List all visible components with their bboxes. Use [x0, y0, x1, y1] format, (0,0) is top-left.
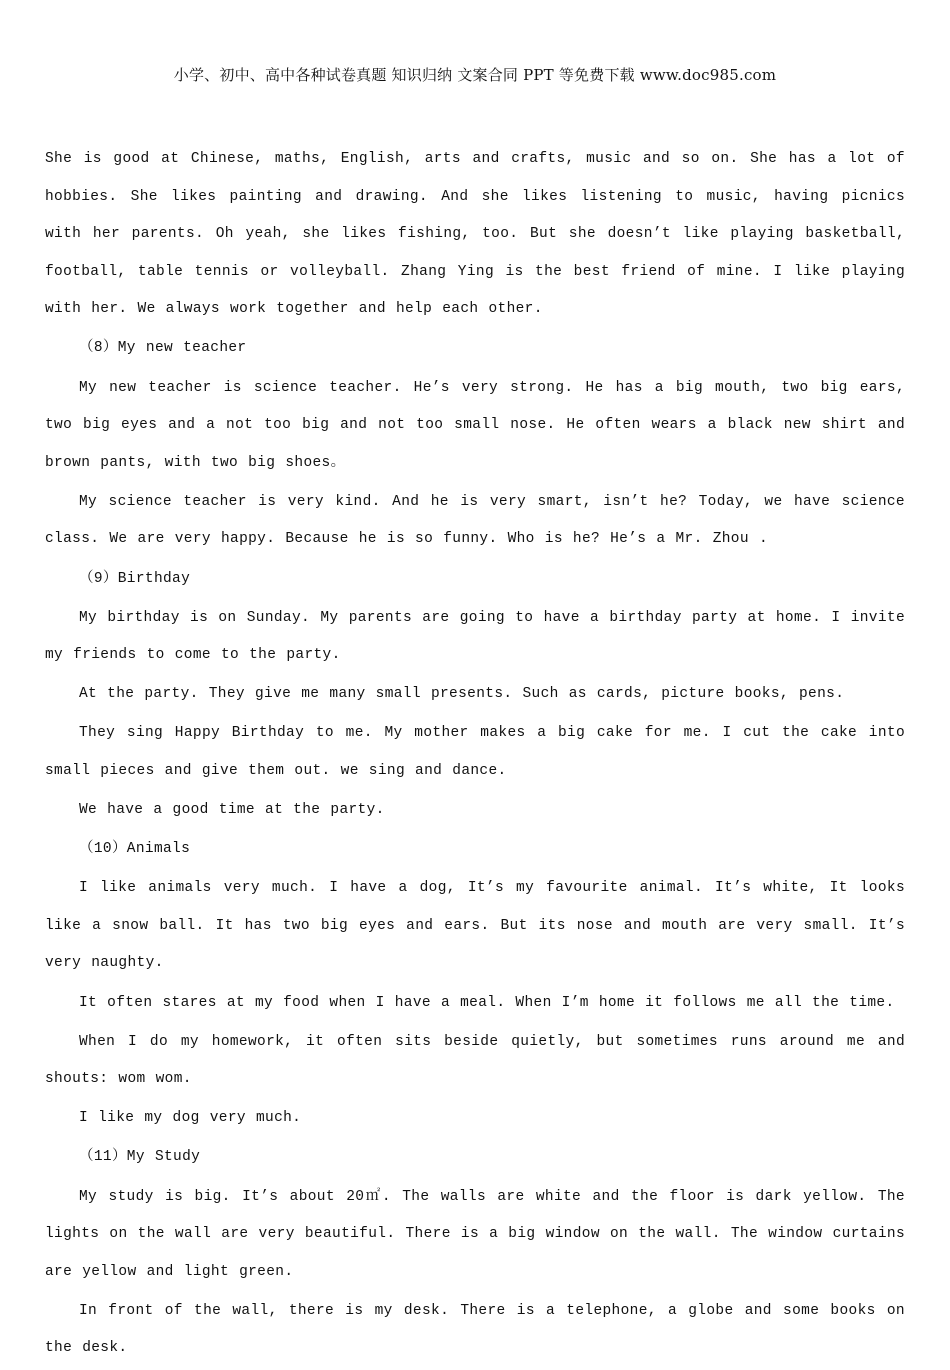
section-heading-birthday: （9）Birthday [79, 570, 191, 587]
paragraph-zhang-ying-hobbies: She is good at Chinese, maths, English, arts and crafts, music and so on. She has a lot of hobbies. She likes painting and drawing. And she likes listening to music, having picnics with her parents. Oh yeah, she likes fishing, too. But she doesn’t like playing basketball, football, table tennis or volleyball. Zhang Ying is the best friend of mine. I like playing with her. We always work together and help each other. [45, 151, 905, 318]
paragraph-study-desk: In front of the wall, there is my desk. There is a telephone, a globe and some books on the desk. [45, 1302, 905, 1357]
document-body [45, 141, 905, 1370]
section-heading-my-new-teacher: （8）My new teacher [79, 340, 247, 357]
paragraph-teacher-kind: My science teacher is very kind. And he is very smart, isn’t he? Today, we have science class. We are very happy. Because he is so funny. Who is he? He’s a Mr. Zhou . [45, 493, 905, 548]
paragraph-birthday-good-time: We have a good time at the party. [79, 802, 385, 819]
page-header: 小学、初中、高中各种试卷真题 知识归纳 文案合同 PPT 等免费下载 www.doc985.com [173, 66, 777, 84]
paragraph-birthday-cake: They sing Happy Birthday to me. My mother makes a big cake for me. I cut the cake into small pieces and give them out. we sing and dance. [45, 725, 905, 779]
paragraph-dog-homework: When I do my homework, it often sits beside quietly, but sometimes runs around me and shouts: wom wom. [45, 1033, 905, 1088]
paragraph-birthday-party: My birthday is on Sunday. My parents are going to have a birthday party at home. I invite my friends to come to the party. [45, 609, 905, 664]
section-heading-animals: （10）Animals [79, 841, 191, 858]
section-heading-my-study: （11）My Study [79, 1149, 201, 1166]
paragraph-dog-follows: It often stares at my food when I have a meal. When I’m home it follows me all the time. [79, 994, 895, 1011]
paragraph-study-room: My study is big. It’s about 20㎡. The walls are white and the floor is dark yellow. The lights on the wall are very beautiful. There is a big window on the wall. The window curtains are yellow and light green. [45, 1188, 905, 1280]
paragraph-dog-description: I like animals very much. I have a dog, It’s my favourite animal. It’s white, It looks like a snow ball. It has two big eyes and ears. But its nose and mouth are very small. It’s very naughty. [45, 880, 905, 972]
paragraph-like-dog: I like my dog very much. [79, 1110, 302, 1127]
paragraph-teacher-appearance: My new teacher is science teacher. He’s very strong. He has a big mouth, two big ears, two big eyes and a not too big and not too small nose. He often wears a black new shirt and brown pants, with two big shoes。 [45, 379, 905, 471]
paragraph-birthday-presents: At the party. They give me many small presents. Such as cards, picture books, pens. [79, 686, 845, 703]
